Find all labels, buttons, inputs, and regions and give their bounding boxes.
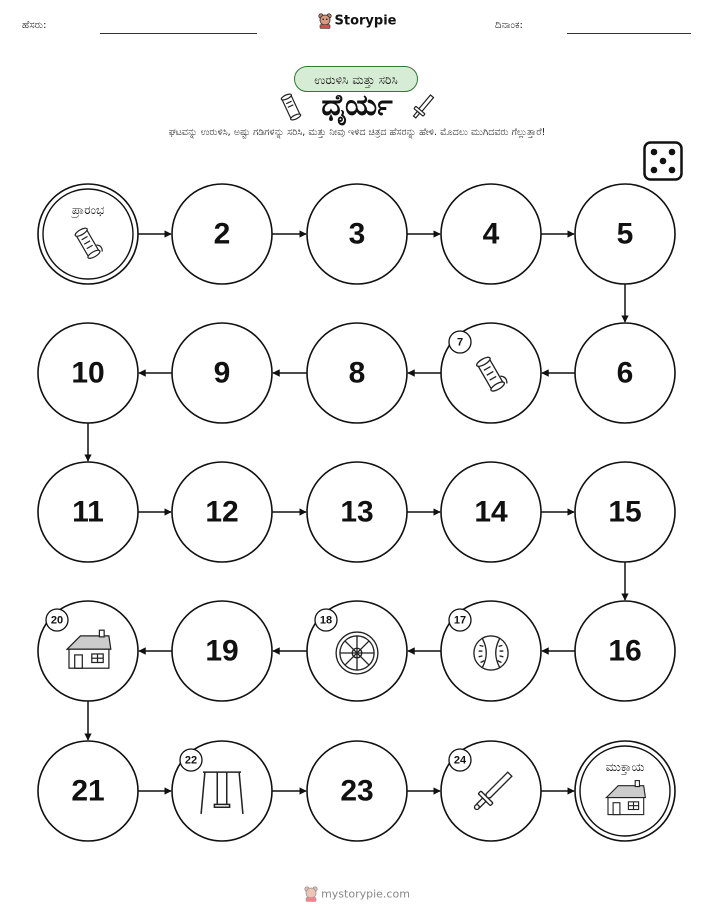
- board-cell[interactable]: [38, 741, 138, 841]
- board-cell[interactable]: [307, 462, 407, 562]
- badge-number: 24: [453, 754, 467, 767]
- footer: [0, 886, 714, 902]
- board-cell[interactable]: [575, 601, 675, 701]
- board-cell[interactable]: [441, 462, 541, 562]
- instructions: ಘಟವನ್ನು ಉರುಳಿಸಿ, ಅಷ್ಟು ಗಡಿಗಳನ್ನು ಸರಿಸಿ, ಮತ್ತು ನೀವು ಇಳಿದ ಚಿತ್ರದ ಹೆಸರನ್ನು ಹೇಳಿ. ಮೊದಲು ಮುಗಿದವರು ಗೆಲ್ಲುತ್ತಾರೆ!: [168, 127, 546, 138]
- cell-number: 9: [213, 356, 231, 390]
- board-cell[interactable]: [38, 323, 138, 423]
- cell-number: 10: [71, 356, 105, 390]
- cell-number: 8: [348, 356, 366, 390]
- cell-badge: [180, 749, 202, 771]
- game-title: ಧೈರ್ಯ: [321, 88, 393, 123]
- mode-pill: ಉರುಳಿಸಿ ಮತ್ತು ಸರಿಸಿ: [294, 66, 418, 92]
- cell-number: 21: [71, 774, 105, 808]
- cell-number: 5: [616, 217, 634, 251]
- date-label: ದಿನಾಂಕ:: [495, 20, 523, 31]
- footer-site[interactable]: mystorypie.com: [321, 887, 410, 901]
- board-cell[interactable]: [307, 741, 407, 841]
- board-cell[interactable]: [441, 741, 541, 841]
- board-cell[interactable]: [172, 462, 272, 562]
- cell-number: 14: [474, 495, 508, 529]
- wheel-icon: [336, 632, 378, 674]
- baseball-icon: [474, 636, 508, 670]
- badge-number: 7: [456, 336, 464, 349]
- start-label: ಪ್ರಾರಂಭ: [71, 203, 105, 217]
- cell-badge: [449, 749, 471, 771]
- board-cell[interactable]: [307, 184, 407, 284]
- board-cell[interactable]: [172, 741, 272, 841]
- cell-number: 2: [213, 217, 231, 251]
- board-cell[interactable]: [441, 601, 541, 701]
- cell-number: 11: [72, 495, 104, 529]
- board-cell[interactable]: [575, 462, 675, 562]
- cell-number: 6: [616, 356, 634, 390]
- badge-number: 17: [453, 614, 467, 627]
- board-cell[interactable]: [575, 323, 675, 423]
- cell-number: 13: [340, 495, 374, 529]
- cell-number: 16: [608, 634, 642, 668]
- cell-number: 12: [205, 495, 239, 529]
- badge-number: 20: [50, 614, 64, 627]
- board-cell[interactable]: [172, 323, 272, 423]
- cell-badge: [315, 609, 337, 631]
- cell-badge: [449, 331, 471, 353]
- board-cell[interactable]: [172, 184, 272, 284]
- badge-number: 18: [319, 614, 333, 627]
- cell-badge: [46, 609, 68, 631]
- cell-number: 15: [608, 495, 642, 529]
- brand-name: Storypie: [334, 13, 397, 29]
- finish-label: ಮುಕ್ತಾಯ: [605, 760, 645, 774]
- cell-number: 23: [340, 774, 374, 808]
- board-cell[interactable]: [172, 601, 272, 701]
- cell-number: 4: [482, 217, 500, 251]
- name-label: ಹೆಸರು:: [22, 20, 47, 31]
- board-cell[interactable]: [307, 601, 407, 701]
- board-cell[interactable]: [38, 462, 138, 562]
- badge-number: 22: [184, 754, 198, 767]
- cell-badge: [449, 609, 471, 631]
- cell-number: 19: [205, 634, 239, 668]
- bear-logo-icon: [304, 886, 318, 902]
- board-cell[interactable]: [307, 323, 407, 423]
- start-cell[interactable]: [38, 184, 138, 284]
- cell-number: 3: [348, 217, 366, 251]
- board-cell[interactable]: [441, 184, 541, 284]
- board-cell[interactable]: [38, 601, 138, 701]
- board-cell[interactable]: [441, 323, 541, 423]
- board-cell[interactable]: [575, 184, 675, 284]
- finish-cell[interactable]: [575, 741, 675, 841]
